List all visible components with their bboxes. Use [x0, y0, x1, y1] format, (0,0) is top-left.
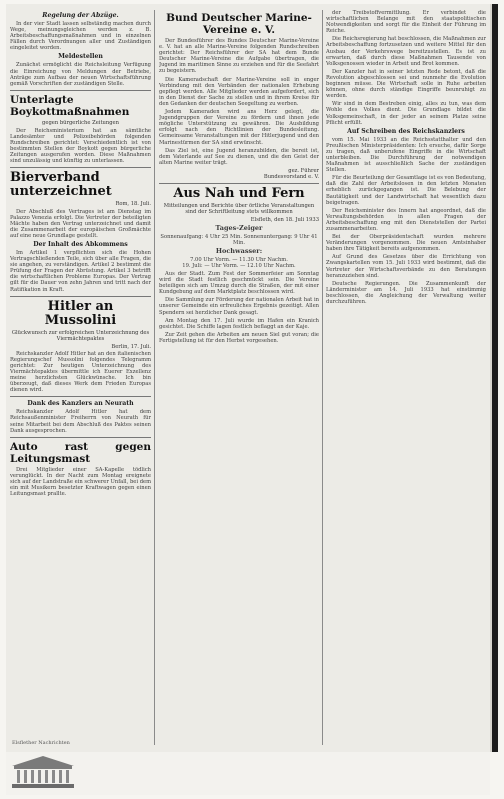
section-heading: Auf Schreiben des Reichskanzlers: [347, 127, 465, 135]
article-text: Im Artikel 1 verpflichten sich die Hohen Vertragschließenden Teile, sich über alle Fragen, die sie angehen, zu verständigen. Artikel 2 bestimmt die Prüfung der Fragen der Abrüstung. Artikel 3 betrifft die wirtschaftlichen Probleme Europas. Der Vertrag gilt für die Dauer von zehn Jahren und tritt nach der Ratifikation in Kraft.: [10, 249, 151, 293]
article-text: vom 15. Mai 1933 an die Reichsstatthalter und den Preußischen Ministerpräsidenten: Ich ersuche, dafür Sorge zu tragen, daß unberufene Eingriffe in die Wirtschaft unterbleiben. Die Durchführung der notwendigen Maßnahmen ist ausschließlich Sache der zuständigen Stellen.: [326, 136, 486, 174]
subheadline: Glückwunsch zur erfolgreichen Unterzeichnung des Viermächtepaktes: [11, 329, 150, 342]
section-heading: Meldestellen: [58, 53, 103, 61]
article-text: Der Bundesführer des Bundes Deutscher Marine-Vereine e. V. hat an alle Marine-Vereine folgenden Rundschreiben gerichtet: Der Reichsführer der SA hat dem Bunde Deutscher Marine-Vereine die Aufgabe übertragen, die Jugend im maritimen Sinne zu erziehen und für die Seefahrt zu begeistern.: [159, 38, 319, 75]
article-text: Die Sammlung zur Förderung der nationalen Arbeit hat in unserer Gemeinde ein erfreuliches Ergebnis gezeitigt. Allen Spendern sei herzlicher Dank gesagt.: [159, 297, 319, 316]
tide-table-line: 19. Juli: — Uhr Vorm. — 12.10 Uhr Nachm.: [182, 262, 296, 269]
article-text: Bei der Oberpräsidentschaft wurden mehrere Veränderungen vorgenommen. Die neuen Amtsinhaber haben ihre Tätigkeit bereits aufgenommen.: [326, 234, 486, 253]
divider: [10, 396, 151, 397]
tide-table-line: Sonnenaufgang: 4 Uhr 25 Min. Sonnenuntergang: 9 Uhr 41 Min.: [160, 233, 318, 246]
article-text: Reichskanzler Adolf Hitler hat an den italienischen Regierungschef Mussolini folgendes Telegramm gerichtet: Zur heutigen Unterzeichnung des Viermächtepaktes übermittle ich Euerer Exzellenz meine herzlichsten Glückwünsche. Ich bin überzeugt, daß dieses Werk dem Frieden Europas dienen wird.: [10, 350, 151, 394]
article-text: Aus der Stadt. Zum Fest der Sommerfeier am Sonntag wird die Stadt festlich geschmückt sein. Die Vereine beteiligen sich am Umzug durch die Straßen, der mit einer Kundgebung auf dem Marktplatz beschlossen wird.: [159, 270, 319, 296]
article-text: Wir sind in dem Bestreben einig, alles zu tun, was dem Wohle des Volkes dient. Die Grundlage bildet die Volksgemeinschaft, in der jeder an seinem Platze seine Pflicht erfüllt.: [326, 101, 486, 126]
article-text: Das Ziel ist, eine Jugend heranzubilden, die bereit ist, dem Vaterlande auf See zu dienen, und die den Geist der alten Marine weiter trägt.: [159, 147, 319, 166]
divider: [10, 90, 151, 91]
subheadline: gegen bürgerliche Zeitungen: [42, 119, 119, 126]
article-text: Für die Beurteilung der Gesamtlage ist es von Bedeutung, daß die Zahl der Arbeitslosen in den letzten Monaten erheblich zurückgegangen ist. Die Belebung der Bautätigkeit und der Landwirtschaft hat wesentlich dazu beigetragen.: [326, 175, 486, 206]
column-middle: [159, 10, 319, 745]
column-right: [326, 10, 486, 745]
library-logo: [10, 754, 130, 792]
article-text: Zunächst ermöglicht die Reichsleitung Verfügung die Einreichung von Meldungen der Betriebe, Anträge zum Aufbau der neuen Wirtschaftsführung gemäß Vorschriften der zuständigen Stelle.: [10, 62, 151, 87]
section-heading: Der Inhalt des Abkommens: [33, 240, 128, 248]
column-divider: [322, 10, 323, 745]
tide-table-line: 7.00 Uhr Vorm. — 11.30 Uhr Nachm.: [190, 256, 288, 263]
headline: Aus Nah und Fern: [173, 186, 305, 202]
subheadline: Mitteilungen und Berichte über örtliche Veranstaltungen sind der Schriftleitung stets willkommen: [163, 203, 315, 216]
newspaper-sheet: [6, 4, 490, 752]
signature: gez. Führer Bundesvorstand e. V.: [263, 167, 319, 180]
divider: [10, 296, 151, 297]
tide-table: [159, 225, 319, 269]
dateline: Berlin, 17. Juli.: [111, 343, 151, 350]
article-text: Der Kanzler hat in seiner letzten Rede betont, daß die Revolution abgeschlossen sei und nunmehr die Evolution beginnen müsse. Die Wirtschaft solle in Ruhe arbeiten können, ohne durch ständige Eingriffe beunruhigt zu werden.: [326, 68, 486, 100]
article-text: der Treibstoffvermittlung. Er verbindet die wirtschaftlichen Belange mit den staatspolitischen Notwendigkeiten und sorgt für die Einheit der Führung im Reiche.: [326, 10, 486, 35]
divider: [10, 437, 151, 438]
article-text: Zur Zeit gehen die Arbeiten am neuen Siel gut voran; die Fertigstellung ist für den Herbst vorgesehen.: [159, 331, 319, 344]
headline: Auto rast gegen Leitungsmast: [10, 440, 151, 465]
section-heading: Dank des Kanzlers an Neurath: [27, 400, 134, 408]
headline: Hitler an Mussolini: [44, 298, 117, 328]
dateline: Rom, 18. Juli.: [115, 201, 151, 208]
column-divider: [154, 10, 155, 745]
article-text: Die Kameradschaft der Marine-Vereine soll in enger Verbindung mit den Verbänden der nationalen Erhebung gepflegt werden. Alle Mitglieder werden aufgefordert, sich in den Dienst der Sache zu stellen und in ihrem Kreise für den Gedanken der deutschen Seegeltung zu werben.: [159, 76, 319, 107]
archive-footer: [6, 752, 490, 795]
article-text: Deutsche Regierungen. Die Zusammenkunft der Länderminister am 14. Juli 1933 hat einstimmig beschlossen, die Angleichung der Verwaltung weiter durchzuführen.: [326, 280, 486, 306]
article-text: Reichskanzler Adolf Hitler hat dem Reichsaußenminister Freiherrn von Neurath für seine Mitarbeit bei dem Abschluß des Paktes seinen Dank ausgesprochen.: [10, 409, 151, 434]
article-text: Am Montag den 17. Juli wurde im Hafen ein Kranich gesichtet. Die Schiffe lagen festlich beflaggt an der Kaje.: [159, 317, 319, 330]
divider: [159, 183, 319, 184]
top-note: Regelung der Abzüge.: [42, 12, 119, 19]
headline: Unterlagte Boykottmaßnahmen: [10, 93, 130, 118]
article-text: In der vier Stadt lassen selbständig machen durch Wege, meinungsgleichen werden z. B. Arbeitsbeschaffungsmaßnahmen und in einzelnen Fällen durch Verordnungen aller und Zuständigen eingeleitet worden.: [10, 21, 151, 52]
column-left: [10, 10, 151, 745]
dateline: Elsfleth, den 18. Juli 1933: [250, 217, 319, 224]
article-text: Drei Mitglieder einer SA-Kapelle tödlich verunglückt. In der Nacht zum Montag ereignete sich auf der Landstraße ein schwerer Unfall, bei dem ein mit Musikern besetzter Kraftwagen gegen einen Leitungsmast prallte.: [10, 466, 151, 498]
headline: Bierverband unterzeichnet: [10, 170, 112, 200]
divider: [10, 167, 151, 168]
tide-table-subtitle: Hochwasser:: [215, 247, 263, 256]
article-text: Die Reichsregierung hat beschlossen, die Maßnahmen zur Arbeitsbeschaffung fortzusetzen und weitere Mittel für den Ausbau der Verkehrswege bereitzustellen. Es ist zu erwarten, daß durch diese Maßnahmen Tausende von Volksgenossen wieder in Arbeit und Brot kommen.: [326, 36, 486, 67]
headline: Bund Deutscher Marine-Vereine e. V.: [166, 12, 312, 36]
library-building-icon: [10, 754, 130, 792]
article-text: Der Reichsministerium hat an sämtliche Landesämter und Polizeibehörden folgenden Rundschreiben gerichtet: Verschiedentlich ist von bestimmten Stellen der Boykott gegen bürgerliche Zeitungen ausgerufen worden. Diese Maßnahmen sind unzulässig und künftig zu unterlassen.: [10, 127, 151, 165]
article-text: Jedem Kameraden wird ans Herz gelegt, die Jugendgruppen der Vereine zu fördern und ihnen jede mögliche Unterstützung zu gewähren. Die Ausbildung erfolgt nach den Richtlinien der Bundesleitung. Gemeinsame Veranstaltungen mit der Hitlerjugend und den Marinestürmen der SA sind erwünscht.: [159, 109, 319, 146]
binding-strip: [492, 4, 498, 752]
page-mark: Elsflether Nachrichten: [12, 740, 70, 746]
article-text: Der Reichsminister des Innern hat angeordnet, daß die Verwaltungsbehörden in allen Fragen der Arbeitsbeschaffung eng mit den Dienststellen der Partei zusammenarbeiten.: [326, 207, 486, 232]
article-text: Auf Grund des Gesetzes über die Errichtung von Zwangskartellen vom 15. Juli 1933 wird bestimmt, daß die Vertreter der Wirtschaftsverbände zu den Beratungen heranzuziehen sind.: [326, 254, 486, 279]
article-text: Der Abschluß des Vertrages ist am Dienstag im Palazzo Venezia erfolgt. Die Vertreter der beteiligten Mächte haben den Vertrag unterzeichnet und damit die Zusammenarbeit der europäischen Großmächte auf eine neue Grundlage gestellt.: [10, 208, 151, 239]
tide-table-title: Tages-Zeiger: [215, 224, 263, 233]
